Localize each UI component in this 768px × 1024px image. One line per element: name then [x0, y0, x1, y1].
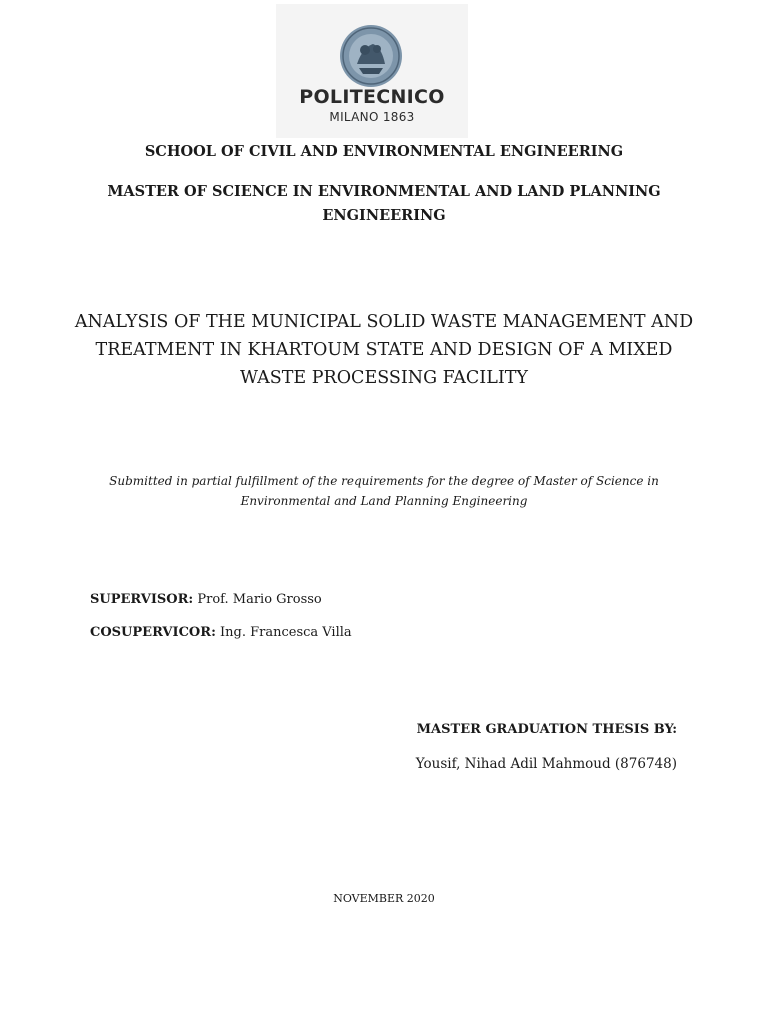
university-logo: [276, 4, 468, 138]
thesis-title-line3: WASTE PROCESSING FACILITY: [240, 368, 528, 388]
logo-subtitle: MILANO 1863: [329, 110, 415, 124]
submission-date: NOVEMBER 2020: [333, 892, 435, 905]
university-seal-icon: [339, 24, 403, 88]
degree-heading-line2: ENGINEERING: [322, 207, 446, 224]
school-heading: SCHOOL OF CIVIL AND ENVIRONMENTAL ENGINEERING: [144, 143, 624, 160]
thesis-title-line1: ANALYSIS OF THE MUNICIPAL SOLID WASTE MANAGEMENT AND: [74, 312, 694, 332]
submission-statement: [60, 471, 708, 511]
supervisor-row: [90, 592, 322, 607]
supervisor-name: Prof. Mario Grosso: [197, 592, 322, 607]
author-heading: MASTER GRADUATION THESIS BY:: [416, 722, 677, 737]
author-name: Yousif, Nihad Adil Mahmoud (876748): [415, 756, 677, 772]
thesis-title-line2: TREATMENT IN KHARTOUM STATE AND DESIGN OF A MIXED: [95, 340, 673, 360]
degree-heading: [60, 180, 708, 228]
thesis-title: [40, 308, 728, 392]
supervisor-label: SUPERVISOR:: [90, 592, 194, 607]
cosupervisor-name: Ing. Francesca Villa: [220, 625, 352, 640]
submission-line1: Submitted in partial fulfillment of the requirements for the degree of Master of Science in: [109, 474, 659, 488]
cosupervisor-label: COSUPERVICOR:: [90, 625, 216, 640]
cosupervisor-row: [90, 625, 352, 640]
logo-name: POLITECNICO: [299, 86, 445, 108]
submission-line2: Environmental and Land Planning Engineering: [240, 494, 528, 508]
degree-heading-line1: MASTER OF SCIENCE IN ENVIRONMENTAL AND LAND PLANNING: [107, 183, 661, 200]
